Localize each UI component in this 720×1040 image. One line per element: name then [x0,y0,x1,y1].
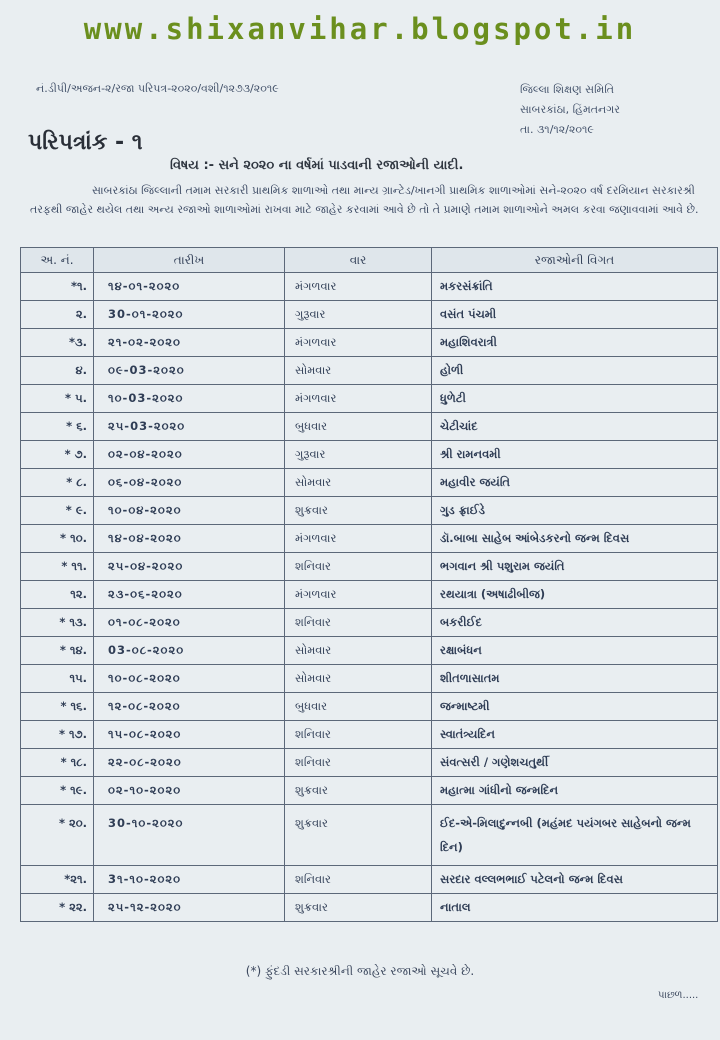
holiday-name-cell: ચેટીચાંદ [432,413,718,441]
day-cell: સોમવાર [285,665,432,693]
holiday-name-cell: મહાત્મા ગાંધીનો જન્મદિન [432,777,718,805]
serial-cell: * ૯. [21,497,94,525]
table-row [21,469,718,497]
day-cell: મંગળવાર [285,385,432,413]
holiday-name-cell: હોળી [432,357,718,385]
holiday-name-cell: વસંત પંચમી [432,301,718,329]
holiday-table [20,247,718,922]
footnote: (*) ફુંદડી સરકારશ્રીની જાહેર રજાઓ સૂચવે છે. [245,964,475,978]
serial-cell: *૧. [21,273,94,301]
holiday-name-cell: સંવત્સરી / ગણેશચતુર્થી [432,749,718,777]
serial-cell: * ૨૦. [21,805,94,866]
holiday-name-cell: રક્ષાબંધન [432,637,718,665]
serial-cell: ૧૫. [21,665,94,693]
reference-number: નં.ડીપી/અજન-૨/રજા પરિપત્ર-૨૦૨૦/વશી/૧૨૭૩/૨૦૧૯ [36,82,279,95]
date-cell: ૦૨-૧૦-૨૦૨૦ [94,777,285,805]
serial-cell: ૨. [21,301,94,329]
day-cell: બુધવાર [285,413,432,441]
day-cell: શુક્રવાર [285,777,432,805]
day-cell: બુધવાર [285,693,432,721]
table-row [21,609,718,637]
holiday-name-cell: રથયાત્રા (અષાઢીબીજ) [432,581,718,609]
serial-cell: * ૧૭. [21,721,94,749]
date-cell: 30-૦૧-૨૦૨૦ [94,301,285,329]
day-cell: શનિવાર [285,749,432,777]
serial-cell: * ૨૨. [21,894,94,922]
holiday-name-cell: સ્વાતંત્ર્યદિન [432,721,718,749]
table-row [21,693,718,721]
serial-cell: * ૧૩. [21,609,94,637]
date-cell: ૦૧-૦૮-૨૦૨૦ [94,609,285,637]
table-row [21,581,718,609]
holiday-name-cell: શ્રી રામનવમી [432,441,718,469]
day-cell: શુક્રવાર [285,894,432,922]
serial-cell: * ૮. [21,469,94,497]
table-row [21,525,718,553]
holiday-name-cell: શીતળાસાતમ [432,665,718,693]
holiday-name-cell: ધુળેટી [432,385,718,413]
serial-cell: ૧૨. [21,581,94,609]
day-cell: મંગળવાર [285,581,432,609]
table-row [21,273,718,301]
body-paragraph: સાબરકાંઠા જિલ્લાની તમામ સરકારી પ્રાથમિક શાળાઓ તથા માન્ય ગ્રાન્ટેડ/ખાનગી પ્રાથમિક શાળાઓમાં સને-૨૦૨૦ વર્ષ દરમિયાન સરકારશ્રી તરફથી જાહેર થયેલ તથા અન્ય રજાઓ શાળાઓમાં રાખવા માટે જાહેર કરવામાં આવે છે તો તે પ્રમાણે તમામ શાળાઓને અમલ કરવા જણાવવામાં આવે છે. [30,184,699,216]
table-header-row [21,248,718,273]
day-cell: ગુરૂવાર [285,441,432,469]
table-row [21,497,718,525]
subject-line: વિષય :- સને ૨૦૨૦ ના વર્ષમાં પાડવાની રજાઓની યાદી. [170,158,464,173]
table-row [21,721,718,749]
date-cell: ૦૨-૦૪-૨૦૨૦ [94,441,285,469]
serial-cell: * ૧૯. [21,777,94,805]
table-row [21,866,718,894]
holiday-name-cell: ગુડ ફ્રાઈડે [432,497,718,525]
date-cell: ૧૪-૦૧-૨૦૨૦ [94,273,285,301]
table-row [21,385,718,413]
serial-cell: ૪. [21,357,94,385]
serial-cell: * ૭. [21,441,94,469]
day-cell: મંગળવાર [285,525,432,553]
date-cell: ૦૬-૦૪-૨૦૨૦ [94,469,285,497]
serial-cell: * ૧૮. [21,749,94,777]
office-line-2: સાબરકાંઠા, હિંમતનગર [520,103,620,116]
table-row [21,441,718,469]
table-row [21,749,718,777]
table-row [21,329,718,357]
table-row [21,805,718,866]
date-cell: ૧૨-૦૮-૨૦૨૦ [94,693,285,721]
date-cell: ૧૦-૦૮-૨૦૨૦ [94,665,285,693]
holiday-name-cell: નાતાલ [432,894,718,922]
date-cell: ૨૫-૧૨-૨૦૨૦ [94,894,285,922]
table-row [21,637,718,665]
serial-cell: * ૧૪. [21,637,94,665]
holiday-name-cell: સરદાર વલ્લભભાઈ પટેલનો જન્મ દિવસ [432,866,718,894]
day-cell: શુક્રવાર [285,805,432,866]
date-cell: ૧૦-03-૨૦૨૦ [94,385,285,413]
holiday-name-cell: મહાશિવરાત્રી [432,329,718,357]
serial-cell: * ૧૦. [21,525,94,553]
serial-cell: *૩. [21,329,94,357]
day-cell: શુક્રવાર [285,497,432,525]
day-cell: મંગળવાર [285,329,432,357]
holiday-name-cell: જન્માષ્ટમી [432,693,718,721]
date-cell: 30-૧૦-૨૦૨૦ [94,805,285,866]
date-cell: 3૧-૧૦-૨૦૨૦ [94,866,285,894]
office-line-1: જિલ્લા શિક્ષણ સમિતિ [520,83,615,96]
day-cell: ગુરૂવાર [285,301,432,329]
serial-cell: * ૬. [21,413,94,441]
serial-cell: * ૧૬. [21,693,94,721]
circular-title: પરિપત્રાંક - ૧ [28,130,143,155]
day-cell: શનિવાર [285,721,432,749]
date-cell: ૧૦-૦૪-૨૦૨૦ [94,497,285,525]
day-cell: સોમવાર [285,469,432,497]
day-cell: શનિવાર [285,866,432,894]
serial-cell: *૨૧. [21,866,94,894]
date-cell: ૨૧-૦૨-૨૦૨૦ [94,329,285,357]
header-serial: અ. નં. [21,248,94,273]
table-row [21,301,718,329]
date-cell: ૧૫-૦૮-૨૦૨૦ [94,721,285,749]
date-cell: ૨૫-03-૨૦૨૦ [94,413,285,441]
table-row [21,894,718,922]
table-row [21,777,718,805]
table-row [21,665,718,693]
day-cell: સોમવાર [285,357,432,385]
office-block [520,80,620,140]
header-date: તારીખ [94,248,285,273]
table-row [21,553,718,581]
day-cell: મંગળવાર [285,273,432,301]
header-holiday: રજાઓની વિગત [432,248,718,273]
holiday-name-cell: ડૉ.બાબા સાહેબ આંબેડકરનો જન્મ દિવસ [432,525,718,553]
date-cell: ૧૪-૦૪-૨૦૨૦ [94,525,285,553]
holiday-name-cell: મહાવીર જયંતિ [432,469,718,497]
holiday-name-cell: ઈદ-એ-મિલાદુન્નબી (મહંમદ પયંગબર સાહેબનો જન્મ દિન) [432,805,718,866]
header-day: વાર [285,248,432,273]
table-body [21,273,718,922]
table-row [21,413,718,441]
office-date: તા. ૩૧/૧૨/૨૦૧૯ [520,123,594,136]
table-row [21,357,718,385]
holiday-name-cell: ભગવાન શ્રી પશુરામ જયંતિ [432,553,718,581]
serial-cell: * ૧૧. [21,553,94,581]
date-cell: ૨૫-૦૪-૨૦૨૦ [94,553,285,581]
holiday-name-cell: મકરસંક્રાંતિ [432,273,718,301]
watermark-url: www.shixanvihar.blogspot.in [83,12,637,46]
date-cell: ૨૩-૦૬-૨૦૨૦ [94,581,285,609]
serial-cell: * ૫. [21,385,94,413]
day-cell: શનિવાર [285,553,432,581]
day-cell: શનિવાર [285,609,432,637]
date-cell: 03-૦૮-૨૦૨૦ [94,637,285,665]
holiday-name-cell: બકરીઈદ [432,609,718,637]
date-cell: ૦૯-03-૨૦૨૦ [94,357,285,385]
date-cell: ૨૨-૦૮-૨૦૨૦ [94,749,285,777]
page-turn-note: પાછળ..... [658,990,699,1001]
day-cell: સોમવાર [285,637,432,665]
